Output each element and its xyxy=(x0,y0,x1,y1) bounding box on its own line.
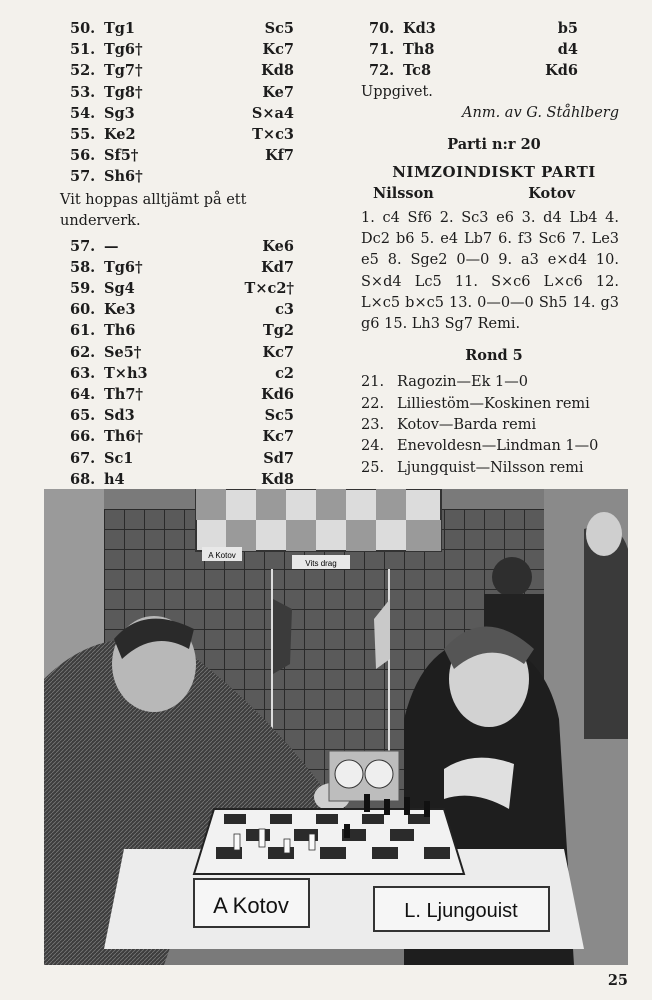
move-number: 53. xyxy=(70,83,96,101)
round-result-item xyxy=(361,436,619,457)
move-row xyxy=(70,257,294,278)
right-column xyxy=(361,18,619,479)
move-number: 59. xyxy=(70,280,96,298)
black-move: Sd7 xyxy=(263,449,294,467)
move-row xyxy=(369,39,578,60)
move-row xyxy=(70,342,294,363)
annotation-credit: Anm. av G. Ståhlberg xyxy=(462,104,619,121)
black-move: d4 xyxy=(557,41,578,59)
white-move: Se5† xyxy=(104,343,142,361)
left-column xyxy=(60,18,325,511)
white-move: T×h3 xyxy=(104,364,148,382)
result-text: Ragozin—Ek 1—0 xyxy=(397,374,528,391)
move-row xyxy=(70,278,294,299)
white-move: Sc1 xyxy=(104,449,134,467)
name-sign-right: L. Ljungouist xyxy=(404,900,518,922)
move-row xyxy=(70,39,294,60)
photo-illustration xyxy=(44,489,628,965)
move-number: 51. xyxy=(70,41,96,59)
move-number: 57. xyxy=(70,168,96,186)
white-move: Th6† xyxy=(104,428,144,446)
white-move: Tg6† xyxy=(104,258,143,276)
black-move: Kc7 xyxy=(262,343,294,361)
move-row xyxy=(70,103,294,124)
move-number: 58. xyxy=(70,258,96,276)
result-text: Kotov—Barda remi xyxy=(397,416,537,433)
move-row xyxy=(70,166,294,187)
move-number: 64. xyxy=(70,386,96,404)
black-move: Kc7 xyxy=(262,428,294,446)
move-row xyxy=(70,145,294,166)
white-move: Ke2 xyxy=(104,126,136,144)
black-move: b5 xyxy=(557,20,578,37)
move-number: 67. xyxy=(70,449,96,467)
page-number: 25 xyxy=(607,972,628,989)
move-number: 63. xyxy=(70,364,96,382)
round-results xyxy=(361,372,619,478)
result-text: Lilliestöm—Koskinen remi xyxy=(397,395,590,412)
move-number: 66. xyxy=(70,428,96,446)
move-row xyxy=(369,60,578,81)
move-number: 72. xyxy=(369,62,395,80)
black-move: c2 xyxy=(275,364,294,382)
move-row xyxy=(70,236,294,257)
black-move: Ke7 xyxy=(262,83,294,101)
photo-chess-players xyxy=(44,489,628,965)
black-move: Kd6 xyxy=(261,386,294,404)
name-sign-left: A Kotov xyxy=(213,893,289,918)
move-row xyxy=(70,405,294,426)
players-line xyxy=(369,185,619,202)
move-row xyxy=(70,124,294,145)
move-row xyxy=(70,448,294,469)
board-label-left: A Kotov xyxy=(208,551,236,560)
result-number: 25. xyxy=(361,459,385,476)
black-move xyxy=(214,166,294,187)
black-move: T×c3 xyxy=(252,126,294,144)
result-number: 24. xyxy=(361,438,385,455)
move-row xyxy=(70,82,294,103)
round-heading: Rond 5 xyxy=(465,347,523,365)
white-move: Tg8† xyxy=(104,83,143,101)
move-number: 61. xyxy=(70,322,96,340)
result-number: 22. xyxy=(361,395,385,412)
result-number: 23. xyxy=(361,416,385,433)
black-move: Sc5 xyxy=(264,20,294,37)
white-move: Ke3 xyxy=(104,301,136,319)
white-move: Th6 xyxy=(104,322,136,340)
move-row xyxy=(70,426,294,447)
move-table xyxy=(369,18,578,82)
result-number: 21. xyxy=(361,374,385,391)
move-number: 55. xyxy=(70,126,96,144)
white-move: Tg6† xyxy=(104,41,143,59)
white-player: Nilsson xyxy=(373,184,434,202)
white-move: Th7† xyxy=(104,386,144,404)
white-move: Th8 xyxy=(403,41,435,59)
move-number: 71. xyxy=(369,41,395,59)
move-number: 62. xyxy=(70,343,96,361)
black-move: Kf7 xyxy=(265,147,294,165)
black-player: Kotov xyxy=(528,184,575,202)
move-table xyxy=(70,236,294,512)
black-move: Tg2 xyxy=(262,322,294,340)
move-row xyxy=(369,18,578,39)
round-result-item xyxy=(361,372,619,393)
move-number: 68. xyxy=(70,470,96,488)
move-row xyxy=(70,299,294,320)
commentary-note: Vit hoppas alltjämt på ett underverk. xyxy=(60,191,247,229)
white-move: Tc8 xyxy=(403,62,432,80)
board-label-right: Vits drag xyxy=(305,559,337,568)
white-move: h4 xyxy=(104,470,125,488)
move-number: 60. xyxy=(70,301,96,319)
white-move: Kd3 xyxy=(403,20,436,37)
black-move: c3 xyxy=(275,301,294,319)
black-move: Kd7 xyxy=(261,258,294,276)
black-move: Kd8 xyxy=(261,62,294,80)
white-move: Sf5† xyxy=(104,147,139,165)
move-number: 52. xyxy=(70,62,96,80)
black-move: T×c2† xyxy=(244,280,294,298)
move-row xyxy=(70,384,294,405)
move-row xyxy=(70,469,294,490)
round-result-item xyxy=(361,394,619,415)
white-move: Sd3 xyxy=(104,407,135,425)
result-text: Ljungquist—Nilsson remi xyxy=(397,459,584,476)
opening-title: NIMZOINDISKT PARTI xyxy=(392,162,596,181)
white-move: — xyxy=(104,237,119,255)
round-result-item xyxy=(361,415,619,436)
move-row xyxy=(70,363,294,384)
move-row xyxy=(70,18,294,39)
white-move: Sh6† xyxy=(104,168,143,186)
result-text: Enevoldesn—Lindman 1—0 xyxy=(397,438,599,455)
white-move: Tg1 xyxy=(104,20,136,37)
move-row xyxy=(70,320,294,341)
black-move: S×a4 xyxy=(251,104,294,122)
move-table xyxy=(70,18,294,188)
game-notation: 1. c4 Sf6 2. Sc3 e6 3. d4 Lb4 4. Dc2 b6 5. e4 Lb7 6. f3 Sc6 7. Le3 e5 8. Sge2 0—0 9. a3 e×d4 10. S×d4 Lc5 11. S×c6 L×c6 12. L×c5 b×c5 13. 0—0—0 Sh5 14. g3 g6 15. Lh3 Sg7 Remi. xyxy=(361,209,619,333)
black-move: Kd6 xyxy=(545,62,578,80)
game-heading: Parti n:r 20 xyxy=(447,135,541,153)
move-number: 54. xyxy=(70,104,96,122)
move-number: 57. xyxy=(70,237,96,255)
black-move: Ke6 xyxy=(262,237,294,255)
white-move: Sg4 xyxy=(104,280,135,298)
move-number: 70. xyxy=(369,20,395,37)
move-number: 56. xyxy=(70,147,96,165)
result-text: Uppgivet. xyxy=(361,83,433,100)
white-move: Tg7† xyxy=(104,62,143,80)
move-number: 50. xyxy=(70,20,96,37)
move-number: 65. xyxy=(70,407,96,425)
white-move: Sg3 xyxy=(104,104,135,122)
black-move: Kd8 xyxy=(261,470,294,488)
black-move: Sc5 xyxy=(264,407,294,425)
move-row xyxy=(70,60,294,81)
black-move: Kc7 xyxy=(262,41,294,59)
round-result-item xyxy=(361,458,619,479)
